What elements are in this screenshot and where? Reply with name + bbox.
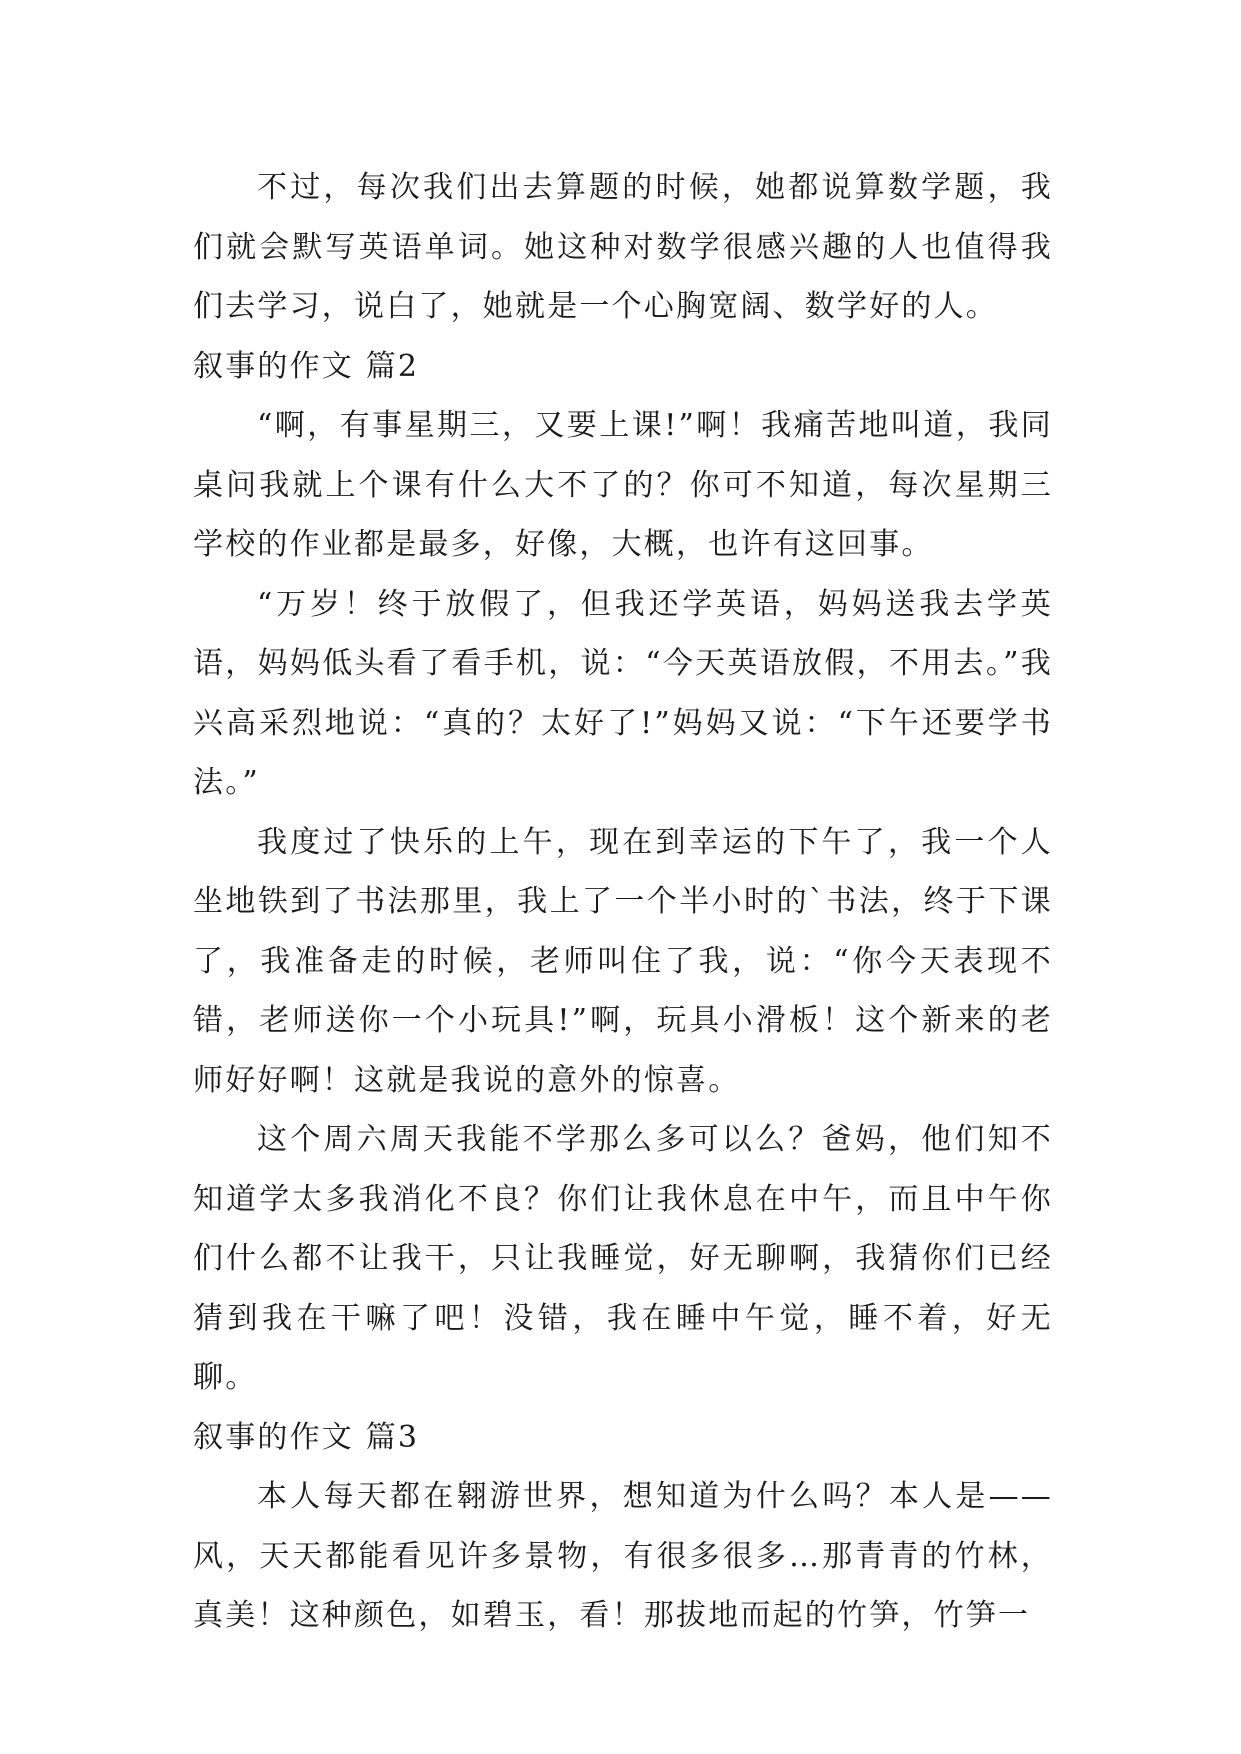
paragraph: 我度过了快乐的上午，现在到幸运的下午了，我一个人坐地铁到了书法那里，我上了一个半小时的`书法，终于下课了，我准备走的时候，老师叫住了我，说：“你今天表现不错，老师送你一个小玩具!”啊，玩具小滑板！这个新来的老师好好啊！这就是我说的意外的惊喜。	[193, 824, 1053, 1098]
document-body	[193, 158, 1053, 1646]
paragraph: 本人每天都在翱游世界，想知道为什么吗？本人是——风，天天都能看见许多景物，有很多很多…那青青的竹林，真美！这种颜色，如碧玉，看！那拔地而起的竹笋，竹笋一	[193, 1479, 1053, 1633]
paragraph: “啊，有事星期三，又要上课!”啊！我痛苦地叫道，我同桌问我就上个课有什么大不了的？你可不知道，每次星期三学校的作业都是最多，好像，大概，也许有这回事。	[193, 408, 1053, 562]
section-heading: 叙事的作文 篇3	[193, 1419, 420, 1455]
section-heading: 叙事的作文 篇2	[193, 348, 420, 384]
paragraph: 不过，每次我们出去算题的时候，她都说算数学题，我们就会默写英语单词。她这种对数学很感兴趣的人也值得我们去学习，说白了，她就是一个心胸宽阔、数学好的人。	[193, 170, 1053, 324]
paragraph: “万岁！终于放假了，但我还学英语，妈妈送我去学英语，妈妈低头看了看手机，说：“今天英语放假，不用去。”我兴高采烈地说：“真的？太好了!”妈妈又说：“下午还要学书法。”	[193, 586, 1053, 800]
paragraph: 这个周六周天我能不学那么多可以么？爸妈，他们知不知道学太多我消化不良？你们让我休息在中午，而且中午你们什么都不让我干，只让我睡觉，好无聊啊，我猜你们已经猜到我在干嘛了吧！没错，我在睡中午觉，睡不着，好无聊。	[193, 1122, 1053, 1395]
